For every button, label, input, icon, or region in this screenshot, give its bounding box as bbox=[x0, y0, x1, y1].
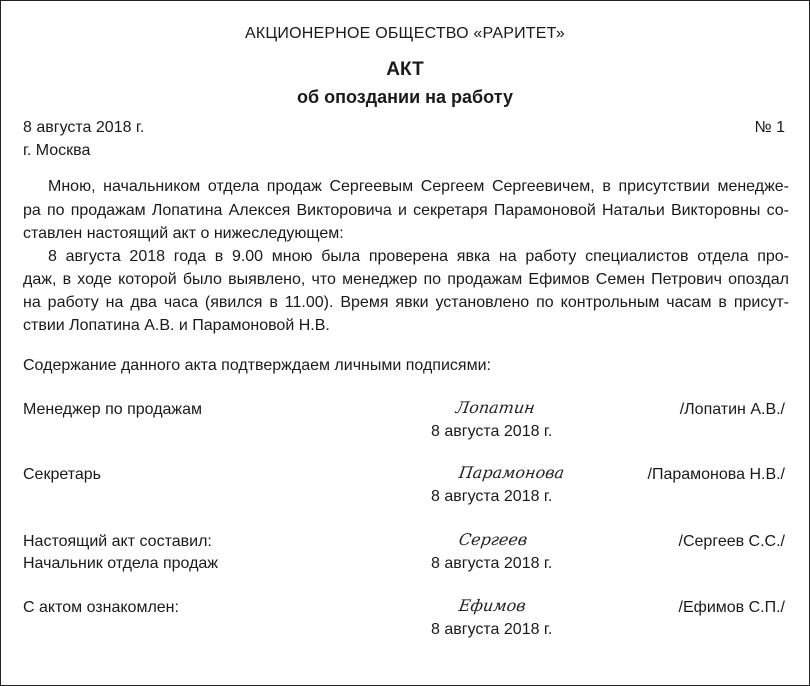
document-date: 8 августа 2018 г. bbox=[23, 119, 145, 136]
document-subtitle: об опоздании на работу bbox=[297, 87, 513, 107]
signature-date: 8 августа 2018 г. bbox=[431, 488, 553, 505]
signer-name: /Парамонова Н.В./ bbox=[647, 466, 785, 483]
signer-role: Менеджер по продажам bbox=[23, 401, 203, 418]
handwritten-signature: Лопатин bbox=[454, 398, 537, 417]
signer-role: Настоящий акт составил: bbox=[23, 533, 212, 550]
confirmation-text: Содержание данного акта подтверждаем личными подписями: bbox=[23, 357, 491, 374]
handwritten-signature: Сергеев bbox=[457, 530, 529, 549]
paragraph-2-line-2: даж, в ходе которой было выявлено, что менеджер по продажам Ефимов Семен Петрович опоздал bbox=[23, 271, 789, 288]
paragraph-2-line-4: ствии Лопатина А.В. и Парамоновой Н.В. bbox=[23, 317, 330, 334]
document-number: № 1 bbox=[754, 119, 785, 136]
company-name: АКЦИОНЕРНОЕ ОБЩЕСТВО «РАРИТЕТ» bbox=[245, 25, 565, 42]
signer-role-secondary: Начальник отдела продаж bbox=[23, 555, 218, 572]
signer-name: /Лопатин А.В./ bbox=[679, 401, 785, 418]
signature-date: 8 августа 2018 г. bbox=[431, 423, 553, 440]
paragraph-1-line-1: Мною, начальником отдела продаж Сергеевым Сергеем Сергеевичем, в присутствии менедже- bbox=[48, 178, 789, 195]
document-title: АКТ bbox=[386, 59, 424, 80]
signer-role: Секретарь bbox=[23, 466, 101, 483]
signature-date: 8 августа 2018 г. bbox=[431, 621, 553, 638]
signature-date: 8 августа 2018 г. bbox=[431, 555, 553, 572]
paragraph-2-line-1: 8 августа 2018 года в 9.00 мною была проверена явка на работу специалистов отдела про- bbox=[48, 248, 789, 265]
document-city: г. Москва bbox=[23, 142, 91, 159]
paragraph-1-line-3: ставлен настоящий акт о нижеследующем: bbox=[23, 225, 344, 242]
signer-name: /Ефимов С.П./ bbox=[678, 599, 785, 616]
paragraph-2-line-3: на работу на два часа (явился в 11.00). Время явки установлено по контрольным часам в присут- bbox=[23, 294, 789, 311]
handwritten-signature: Парамонова bbox=[457, 463, 566, 482]
signer-name: /Сергеев С.С./ bbox=[678, 533, 785, 550]
paragraph-1-line-2: ра по продажам Лопатина Алексея Викторовича и секретаря Парамоновой Натальи Викторовны со- bbox=[23, 202, 789, 219]
signer-role: С актом ознакомлен: bbox=[23, 599, 179, 616]
handwritten-signature: Ефимов bbox=[457, 596, 528, 615]
